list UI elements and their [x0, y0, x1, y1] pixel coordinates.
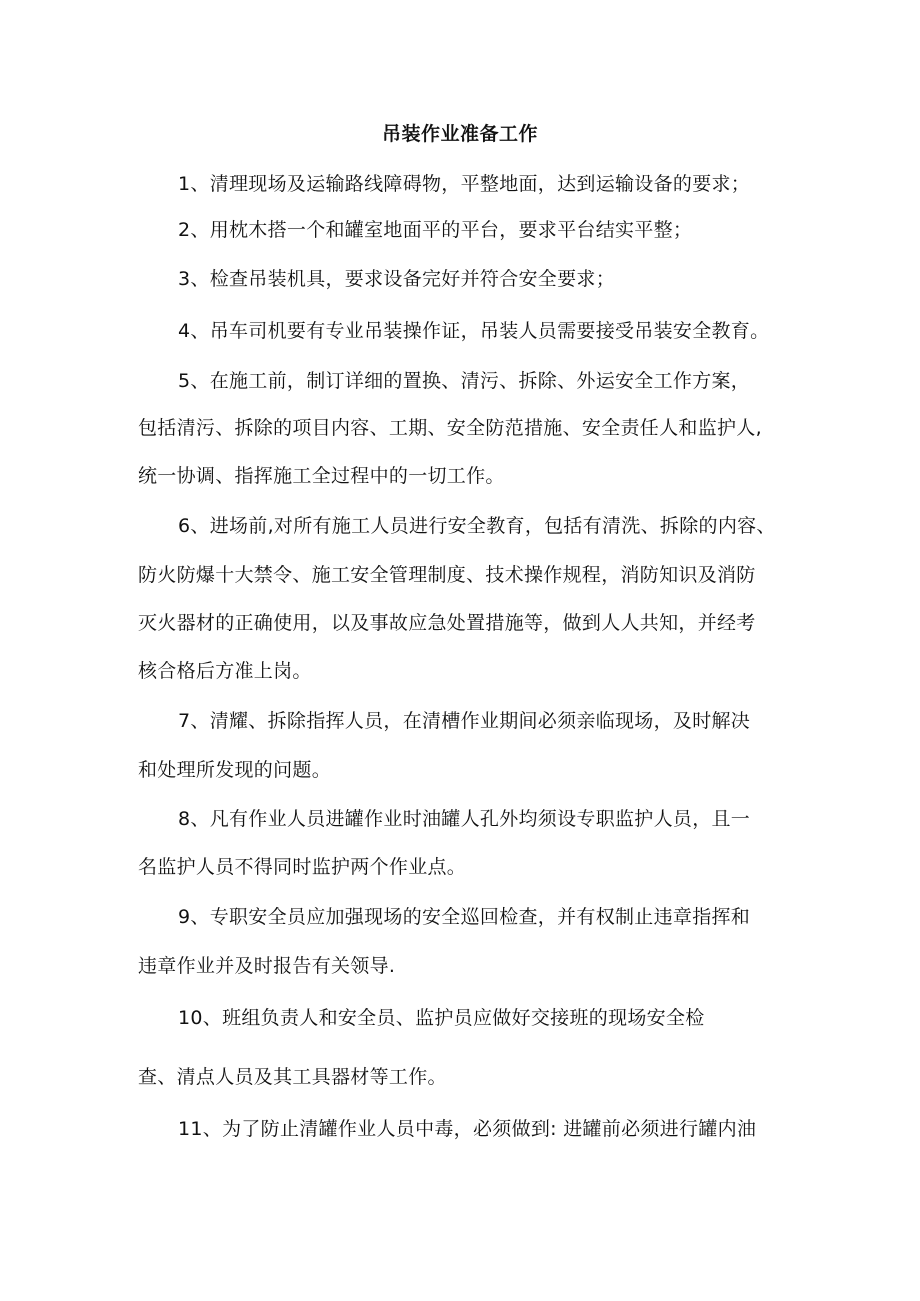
item-2-line-1: 2、用枕木搭一个和罐室地面平的平台，要求平台结实平整；: [178, 219, 693, 241]
item-9-line-1: 9、专职安全员应加强现场的安全巡回检查，并有权制止违章指挥和: [178, 906, 751, 928]
item-10-line-1: 10、班组负责人和安全员、监护员应做好交接班的现场安全检: [178, 1007, 705, 1029]
item-6-line-4: 核合格后方准上岗。: [138, 660, 312, 682]
item-7-line-2: 和处理所发现的问题。: [138, 759, 332, 781]
item-9-line-2: 违章作业并及时报告有关领导.: [138, 955, 396, 977]
item-6-line-3: 灭火器材的正确使用，以及事故应急处置措施等，做到人人共知，并经考: [138, 612, 756, 634]
document-title: 吊装作业准备工作: [381, 123, 538, 145]
item-8-line-2: 名监护人员不得同时监护两个作业点。: [138, 856, 467, 878]
item-4-line-1: 4、吊车司机要有专业吊装操作证，吊装人员需要接受吊装安全教育。: [178, 320, 770, 342]
item-8-line-1: 8、凡有作业人员进罐作业时油罐人孔外均须设专职监护人员，且一: [178, 808, 751, 830]
item-5-line-1: 5、在施工前，制订详细的置换、清污、拆除、外运安全工作方案，: [178, 370, 751, 392]
item-1-line-1: 1、清理现场及运输路线障碍物，平整地面，达到运输设备的要求；: [178, 173, 751, 195]
item-6-line-2: 防火防爆十大禁令、施工安全管理制度、技术操作规程，消防知识及消防: [138, 564, 756, 586]
item-11-line-1: 11、为了防止清罐作业人员中毒，必须做到: 进罐前必须进行罐内油: [178, 1118, 757, 1140]
item-3-line-1: 3、检查吊装机具，要求设备完好并符合安全要求；: [178, 268, 615, 290]
item-5-line-3: 统一协调、指挥施工全过程中的一切工作。: [138, 465, 505, 487]
item-7-line-1: 7、清耀、拆除指挥人员，在清槽作业期间必须亲临现场，及时解决: [178, 710, 751, 732]
item-5-line-2: 包括清污、拆除的项目内容、工期、安全防范措施、安全责任人和监护人,: [138, 417, 762, 439]
item-10-line-2: 查、清点人员及其工具器材等工作。: [138, 1066, 447, 1088]
item-6-line-1: 6、进场前,对所有施工人员进行安全教育，包括有清洗、拆除的内容、: [178, 515, 776, 537]
